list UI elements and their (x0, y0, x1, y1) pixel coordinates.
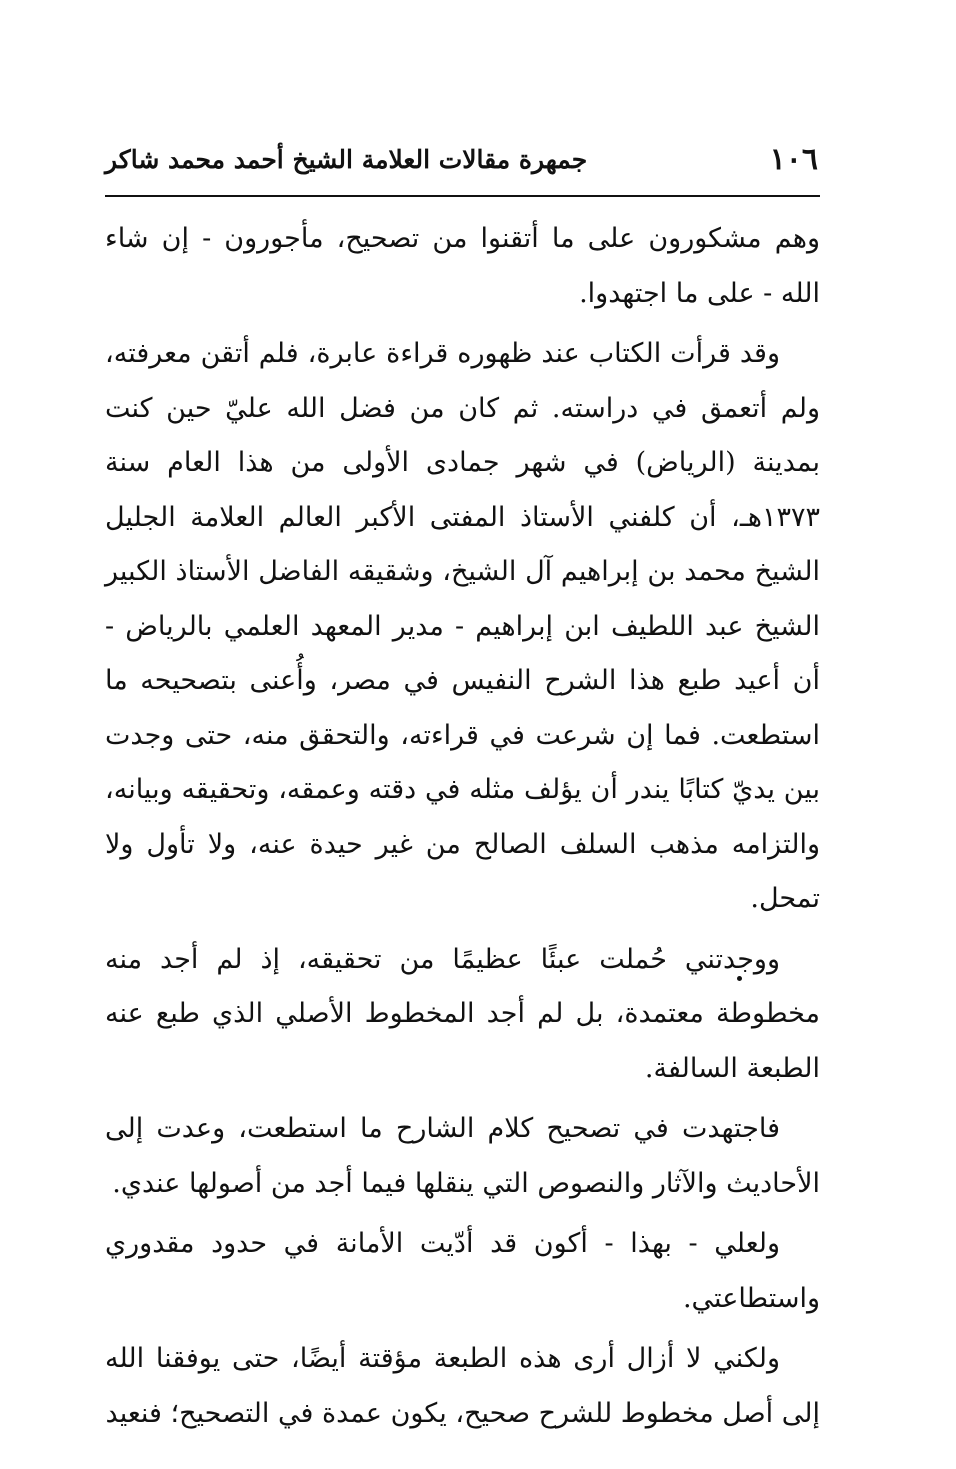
page-number: ١٠٦ (769, 142, 818, 177)
header-rule (105, 195, 820, 197)
ink-speck (737, 976, 742, 981)
body-text (105, 212, 820, 1441)
paragraph: وقد قرأت الكتاب عند ظهوره قراءة عابرة، فلم أتقن معرفته، ولم أتعمق في دراسته. ثم كان من فضل الله عليّ حين كنت بمدينة (الرياض) في شهر جمادى الأولى من هذا العام سنة ١٣٧٣هـ، أن كلفني الأستاذ المفتى الأكبر العالم العلامة الجليل الشيخ محمد بن إبراهيم آل الشيخ، وشقيقه الفاضل الأستاذ الكبير الشيخ عبد اللطيف ابن إبراهيم - مدير المعهد العلمي بالرياض - أن أعيد طبع هذا الشرح النفيس في مصر، وأُعنى بتصحيحه ما استطعت. فما إن شرعت في قراءته، والتحقق منه، حتى وجدت بين يديّ كتابًا يندر أن يؤلف مثله في دقته وعمقه، وتحقيقه وبيانه، والتزامه مذهب السلف الصالح من غير حيدة عنه، ولا تأول ولا تمحل. (105, 338, 821, 914)
paragraph: ولكني لا أزال أرى هذه الطبعة مؤقتة أيضًا، حتى يوفقنا الله إلى أصل مخطوط للشرح صحيح، يكون عمدة في التصحيح؛ فنعيد (105, 1343, 820, 1429)
paragraph: ولعلي - بهذا - أكون قد أدّيت الأمانة في حدود مقدوري واستطاعتي. (105, 1228, 820, 1314)
paragraph: فاجتهدت في تصحيح كلام الشارح ما استطعت، وعدت إلى الأحاديث والآثار والنصوص التي ينقلها فيما أجد من أصولها عندي. (105, 1113, 820, 1199)
paragraph: ووجدتني حُملت عبئًا عظيمًا من تحقيقه، إذ لم أجد منه مخطوطة معتمدة، بل لم أجد المخطوط الأصلي الذي طبع عنه الطبعة السالفة. (105, 943, 820, 1084)
paragraph: وهم مشكورون على ما أتقنوا من تصحيح، مأجورون - إن شاء الله - على ما اجتهدوا. (105, 223, 820, 309)
running-title: جمهرة مقالات العلامة الشيخ أحمد محمد شاكر (105, 145, 588, 174)
page-header (105, 138, 818, 182)
